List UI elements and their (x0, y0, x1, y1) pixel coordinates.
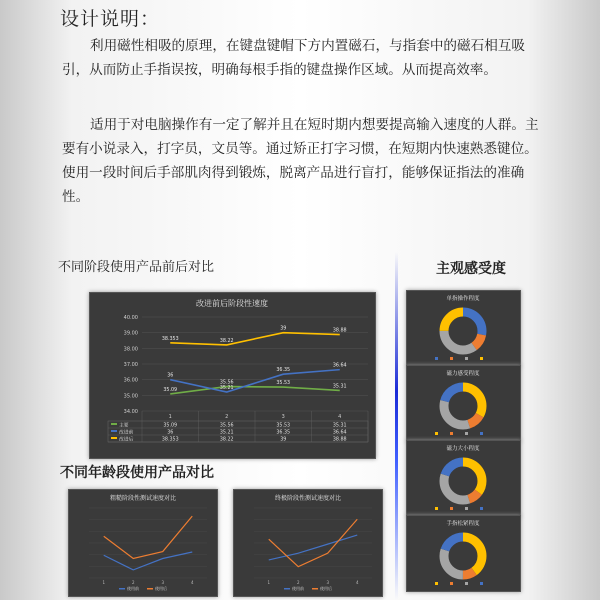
y-tick-label: 37.00 (123, 362, 138, 368)
legend-swatch (147, 588, 153, 590)
legend-swatch (465, 432, 468, 435)
magnet-feel-donut (406, 365, 521, 442)
table-row-label: 改进后 (119, 437, 134, 443)
x-tick-label: 2 (225, 414, 229, 420)
x-tick-label: 1 (267, 580, 271, 585)
legend-label: 使用前 (292, 586, 304, 591)
data-label: 36 (167, 373, 174, 379)
data-label: 35.21 (219, 386, 234, 392)
paragraph-audience: 适用于对电脑操作有一定了解并且在短时期内想要提高输入速度的人群。主要有小说录入，打字员，文员等。通过矫正打字习惯，在短期内快速熟悉键位。使用一段时间后手部肌肉得到锻炼，脱离产品进行盲打，能够保证指法的准确性。 (62, 117, 539, 205)
series-line (104, 516, 193, 558)
finger-tightness-donut (406, 515, 521, 592)
x-tick-label: 2 (296, 580, 300, 585)
legend-swatch (465, 507, 468, 510)
legend-swatch (450, 582, 453, 585)
paragraph-principle: 利用磁性相吸的原理，在键盘键帽下方内置磁石，与指套中的磁石相互吸引，从而防止手指误按，明确每根手指的键盘操作区域。从而提高效率。 (62, 38, 525, 78)
table-cell: 38.88 (332, 437, 347, 443)
x-tick-label: 1 (168, 414, 172, 420)
y-tick-label: 36.00 (123, 377, 138, 384)
table-row-label: 改进前 (119, 430, 134, 436)
data-label: 36.35 (276, 368, 291, 374)
design-title: 设计说明： (60, 8, 161, 30)
legend-swatch (111, 430, 117, 432)
data-label: 39 (280, 326, 287, 332)
table-row-label: 主要 (119, 423, 129, 429)
x-tick-label: 4 (355, 580, 359, 585)
legend-swatch (111, 423, 117, 425)
chart-title: 粗糙阶段性测试速度对比 (109, 495, 177, 502)
data-label: 38.353 (161, 336, 179, 342)
legend-swatch (480, 507, 483, 510)
magnet-strength-donut (406, 440, 521, 517)
chart-title: 手指松紧程度 (446, 521, 480, 527)
legend-swatch (435, 357, 438, 360)
legend-swatch (450, 432, 453, 435)
rough-stage-chart (68, 489, 218, 597)
table-cell: 36.64 (332, 430, 347, 436)
section-title-ages: 不同年龄段使用产品对比 (60, 465, 214, 481)
legend-swatch (450, 357, 453, 360)
data-label: 35.09 (163, 387, 178, 393)
series-line (170, 333, 340, 345)
table-cell: 35.31 (332, 423, 347, 429)
legend-swatch (435, 582, 438, 585)
y-tick-label: 35.00 (123, 393, 138, 400)
legend-label: 使用前 (127, 586, 139, 591)
x-tick-label: 2 (131, 580, 135, 585)
legend-label: 使用后 (320, 586, 332, 591)
table-cell: 36.35 (276, 430, 291, 436)
x-tick-label: 3 (326, 580, 330, 585)
chart-title: 终极阶段性测试速度对比 (274, 495, 342, 502)
legend-swatch (480, 582, 483, 585)
legend-swatch (480, 357, 483, 360)
x-tick-label: 3 (161, 580, 165, 585)
data-label: 36.64 (332, 363, 347, 369)
data-label: 38.22 (219, 338, 234, 344)
table-cell: 39 (280, 437, 287, 443)
legend-label: 使用后 (155, 586, 167, 591)
y-tick-label: 38.00 (123, 346, 138, 353)
x-tick-label: 4 (338, 414, 342, 420)
section-title-subjective: 主观感受度 (436, 261, 506, 277)
series-line (269, 535, 358, 560)
legend-swatch (450, 507, 453, 510)
legend-swatch (435, 507, 438, 510)
data-label: 35.31 (332, 384, 347, 390)
legend-swatch (480, 432, 483, 435)
legend-swatch (111, 437, 117, 439)
chart-title: 改进前后阶段性速度 (196, 299, 268, 308)
stage-speed-chart (89, 292, 376, 459)
table-cell: 35.56 (219, 423, 234, 429)
y-tick-label: 39.00 (123, 330, 138, 337)
data-table (108, 421, 368, 442)
y-tick-label: 40.00 (123, 315, 138, 321)
data-label: 35.56 (219, 380, 234, 386)
section-title-stages: 不同阶段使用产品前后对比 (58, 260, 215, 275)
x-tick-label: 4 (190, 580, 194, 585)
legend-swatch (284, 588, 290, 590)
glow-divider (395, 252, 398, 600)
data-label: 38.88 (332, 328, 347, 334)
table-cell: 38.353 (161, 437, 179, 443)
table-cell: 35.09 (163, 423, 178, 429)
legend-swatch (465, 357, 468, 360)
single-finger-donut (406, 290, 521, 367)
table-cell: 35.21 (219, 430, 234, 436)
legend-swatch (435, 432, 438, 435)
x-tick-label: 3 (281, 414, 285, 420)
chart-title: 单指操作程度 (446, 296, 480, 302)
series-line (170, 387, 340, 394)
x-tick-label: 1 (102, 580, 106, 585)
legend-swatch (312, 588, 318, 590)
table-cell: 35.53 (276, 423, 291, 429)
legend-swatch (465, 582, 468, 585)
final-stage-chart (233, 489, 383, 597)
data-label: 35.53 (276, 381, 291, 387)
table-cell: 36 (167, 430, 174, 436)
y-tick-label: 34.00 (123, 409, 138, 415)
chart-title: 磁力感受程度 (446, 371, 480, 377)
table-cell: 38.22 (219, 437, 234, 443)
chart-title: 磁力大小程度 (446, 446, 480, 452)
legend-swatch (119, 588, 125, 590)
